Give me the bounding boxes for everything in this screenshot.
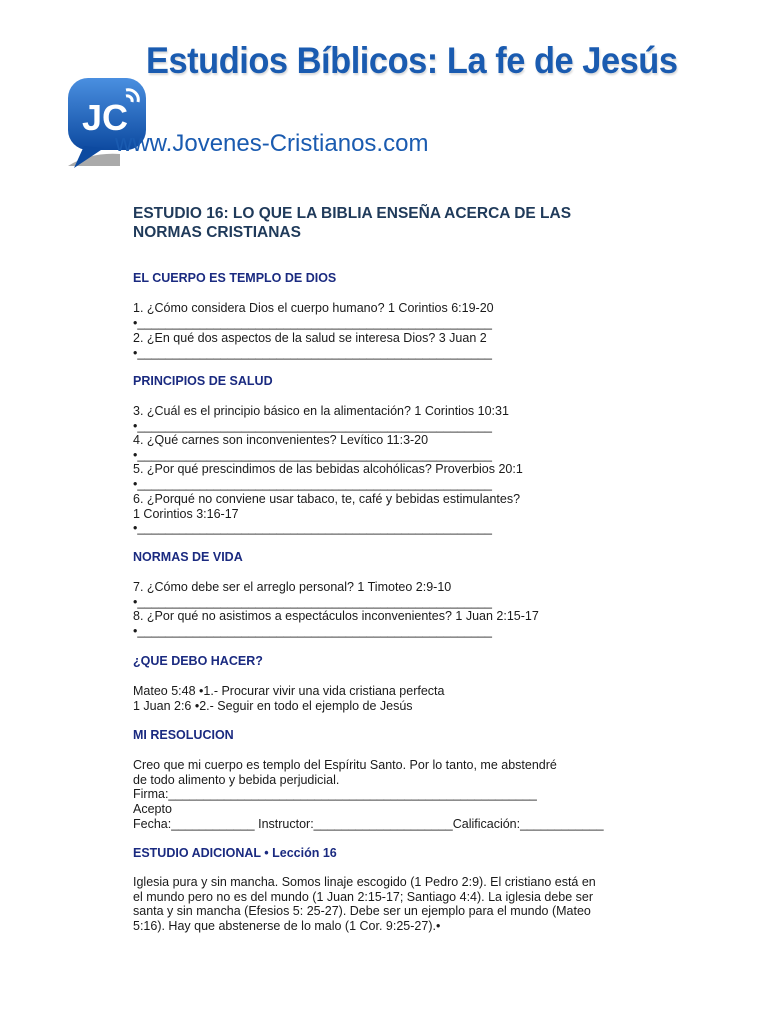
- jovenes-cristianos-logo-icon: [60, 74, 160, 174]
- action-line-1: Mateo 5:48 •1.- Procurar vivir una vida cristiana perfecta: [133, 684, 445, 698]
- question-3: 3. ¿Cuál es el principio básico en la alimentación? 1 Corintios 10:31: [133, 404, 509, 418]
- action-line-2: 1 Juan 2:6 •2.- Seguir en todo el ejemplo de Jesús: [133, 699, 413, 713]
- question-6-reference: 1 Corintios 3:16-17: [133, 507, 239, 521]
- section-heading-normas: NORMAS DE VIDA: [133, 550, 243, 564]
- section-heading-cuerpo: EL CUERPO ES TEMPLO DE DIOS: [133, 271, 337, 285]
- section-heading-estudio-adicional: ESTUDIO ADICIONAL • Lección 16: [133, 846, 337, 860]
- question-8: 8. ¿Por qué no asistimos a espectáculos inconvenientes? 1 Juan 2:15-17: [133, 609, 539, 623]
- study-title: ESTUDIO 16: LO QUE LA BIBLIA ENSEÑA ACERCA DE LAS NORMAS CRISTIANAS: [133, 205, 572, 241]
- section-heading-salud: PRINCIPIOS DE SALUD: [133, 374, 273, 388]
- site-url-link[interactable]: www.Jovenes-Cristianos.com: [115, 130, 429, 157]
- question-4: 4. ¿Qué carnes son inconvenientes? Levítico 11:3-20: [133, 433, 429, 447]
- signature-line: Firma:_____________________________________________________: [133, 787, 537, 801]
- header-title: Estudios Bíblicos: La fe de Jesús: [146, 40, 678, 81]
- answer-line-5: •___________________________________________________: [133, 477, 492, 491]
- question-1: 1. ¿Cómo considera Dios el cuerpo humano? 1 Corintios 6:19-20: [133, 301, 494, 315]
- answer-line-1: •___________________________________________________: [133, 316, 492, 330]
- question-7: 7. ¿Cómo debe ser el arreglo personal? 1 Timoteo 2:9-10: [133, 580, 452, 594]
- section-heading-que-hacer: ¿QUE DEBO HACER?: [133, 654, 263, 668]
- answer-line-2: •___________________________________________________: [133, 346, 492, 360]
- logo-text: JC: [82, 97, 129, 138]
- resolution-line-1: Creo que mi cuerpo es templo del Espíritu Santo. Por lo tanto, me abstendré: [133, 758, 557, 772]
- answer-line-6: •___________________________________________________: [133, 521, 492, 535]
- question-2: 2. ¿En qué dos aspectos de la salud se interesa Dios? 3 Juan 2: [133, 331, 487, 345]
- question-5: 5. ¿Por qué prescindimos de las bebidas alcohólicas? Proverbios 20:1: [133, 462, 523, 476]
- question-6: 6. ¿Porqué no conviene usar tabaco, te, café y bebidas estimulantes?: [133, 492, 521, 506]
- section-heading-resolucion: MI RESOLUCION: [133, 728, 234, 742]
- additional-study-paragraph: Iglesia pura y sin mancha. Somos linaje escogido (1 Pedro 2:9). El cristiano está en el mundo pero no es del mundo (1 Juan 2:15-17; Santiago 4:4). La iglesia debe ser santa y sin mancha (Efesios 5: 25-27). Debe ser un ejemplo para el mundo (Mateo 5:16). Hay que abstenerse de lo malo (1 Cor. 9:25-27).•: [133, 875, 596, 934]
- accept-label: Acepto: [133, 802, 172, 816]
- date-instructor-grade-line: Fecha:____________ Instructor:____________________Calificación:____________: [133, 817, 604, 831]
- page-header: [60, 34, 705, 184]
- resolution-line-2: de todo alimento y bebida perjudicial.: [133, 773, 340, 787]
- answer-line-3: •___________________________________________________: [133, 419, 492, 433]
- answer-line-7: •___________________________________________________: [133, 595, 492, 609]
- answer-line-8: •___________________________________________________: [133, 624, 492, 638]
- answer-line-4: •___________________________________________________: [133, 448, 492, 462]
